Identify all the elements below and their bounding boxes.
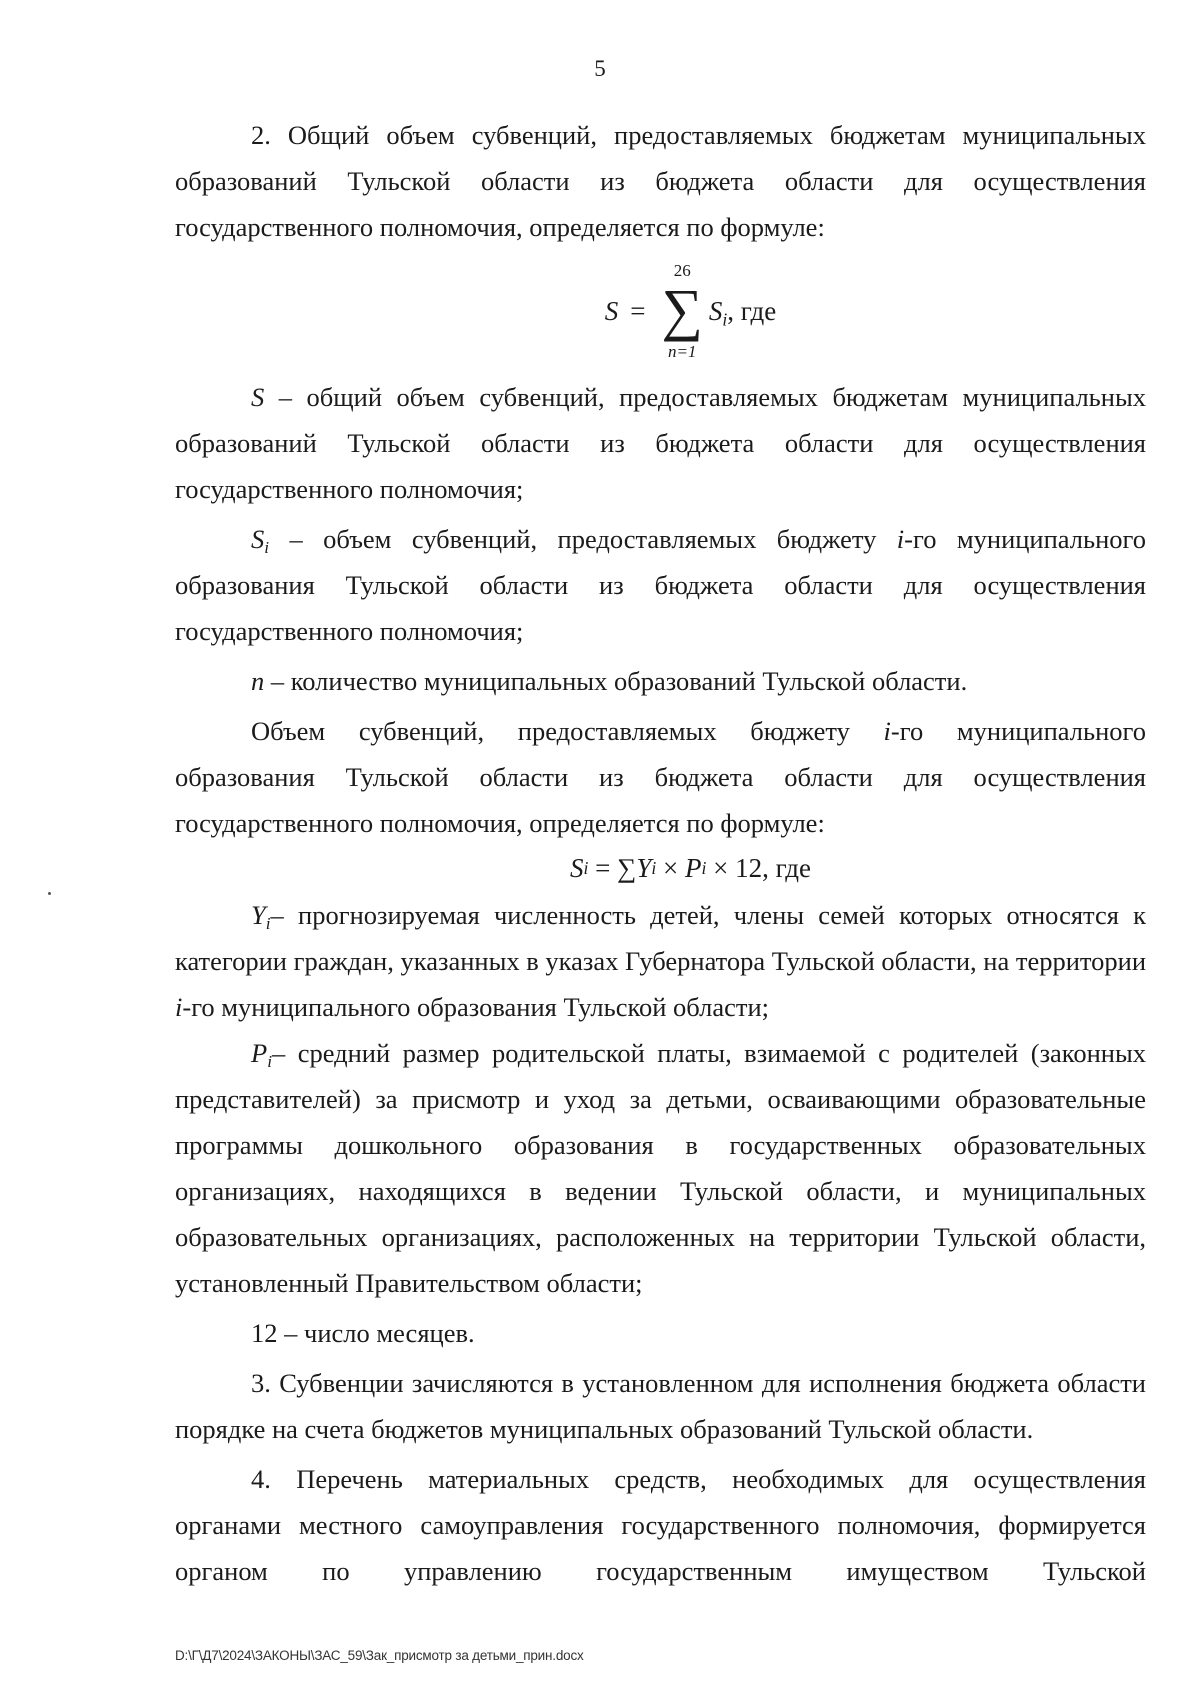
footer-file-path: D:\Г\Д7\2024\ЗАКОНЫ\ЗАС_59\Зак_присмотр за детьми_прин.docx — [175, 1648, 584, 1663]
formula-lhs: S — [604, 295, 619, 326]
sigma-lower-limit: n=1 — [667, 342, 697, 361]
definition-S: S – общий объем субвенций, предоставляемых бюджетам муниципальных образований Тульской области из бюджета области для осуществления государственного полномочия; — [175, 382, 1146, 504]
definition-n: n – количество муниципальных образований Тульской области. — [251, 666, 968, 696]
formula-equals: = — [630, 295, 646, 326]
definition-Yi: $Y_i-$ прогнозируемая численность детей, члены семей которых относятся к категории граждан, указанных в указах Губернатора Тульской области, на территории i-го муниципального образования Тульской области; — [175, 900, 1146, 1022]
paragraph-intro-formula-2: Объем субвенций, предоставляемых бюджету i-го муниципального образования Тульской области из бюджета области для осуществления государственного полномочия, определяется по формуле: — [175, 716, 1146, 838]
definition-12: 12 – число месяцев. — [251, 1318, 475, 1348]
scan-speck — [48, 892, 51, 895]
definition-Si: $S_i$ – объем субвенций, предоставляемых бюджету i-го муниципального образования Тульской области из бюджета области для осуществления государственного полномочия; — [175, 524, 1146, 646]
formula-term: $S_i$ — [708, 295, 728, 329]
formula-tail: , где — [727, 295, 777, 326]
formula-municipal-subvention: S i = ∑ Y i × P i × 12, где — [569, 852, 812, 883]
paragraph-4: 4. Перечень материальных средств, необходимых для осуществления органами местного самоуправления государственного полномочия, формируется органом по управлению государственным имуществом Тульской — [175, 1464, 1146, 1586]
sigma-symbol: ∑ — [661, 277, 703, 342]
paragraph-2-intro: 2. Общий объем субвенций, предоставляемых бюджетам муниципальных образований Тульской области из бюджета области для осуществления государственного полномочия, определяется по формуле: — [175, 120, 1146, 242]
paragraph-3: 3. Субвенции зачисляются в установленном для исполнения бюджета области порядке на счета бюджетов муниципальных образований Тульской области. — [175, 1368, 1146, 1444]
sigma-upper-limit: 26 — [673, 261, 691, 280]
sigma-block — [662, 262, 703, 360]
page-number: 5 — [594, 56, 606, 81]
document-body — [175, 112, 1146, 1594]
formula-total-subvention — [175, 252, 1146, 370]
definition-Pi: $P_i-$ средний размер родительской платы, взимаемой с родителей (законных представителей) за присмотр и уход за детьми, осваивающими образовательные программы дошкольного образования в государственных образовательных организациях, находящихся в ведении Тульской области, и муниципальных образовательных организациях, расположенных на территории Тульской области, установленный Правительством области; — [175, 1038, 1146, 1298]
